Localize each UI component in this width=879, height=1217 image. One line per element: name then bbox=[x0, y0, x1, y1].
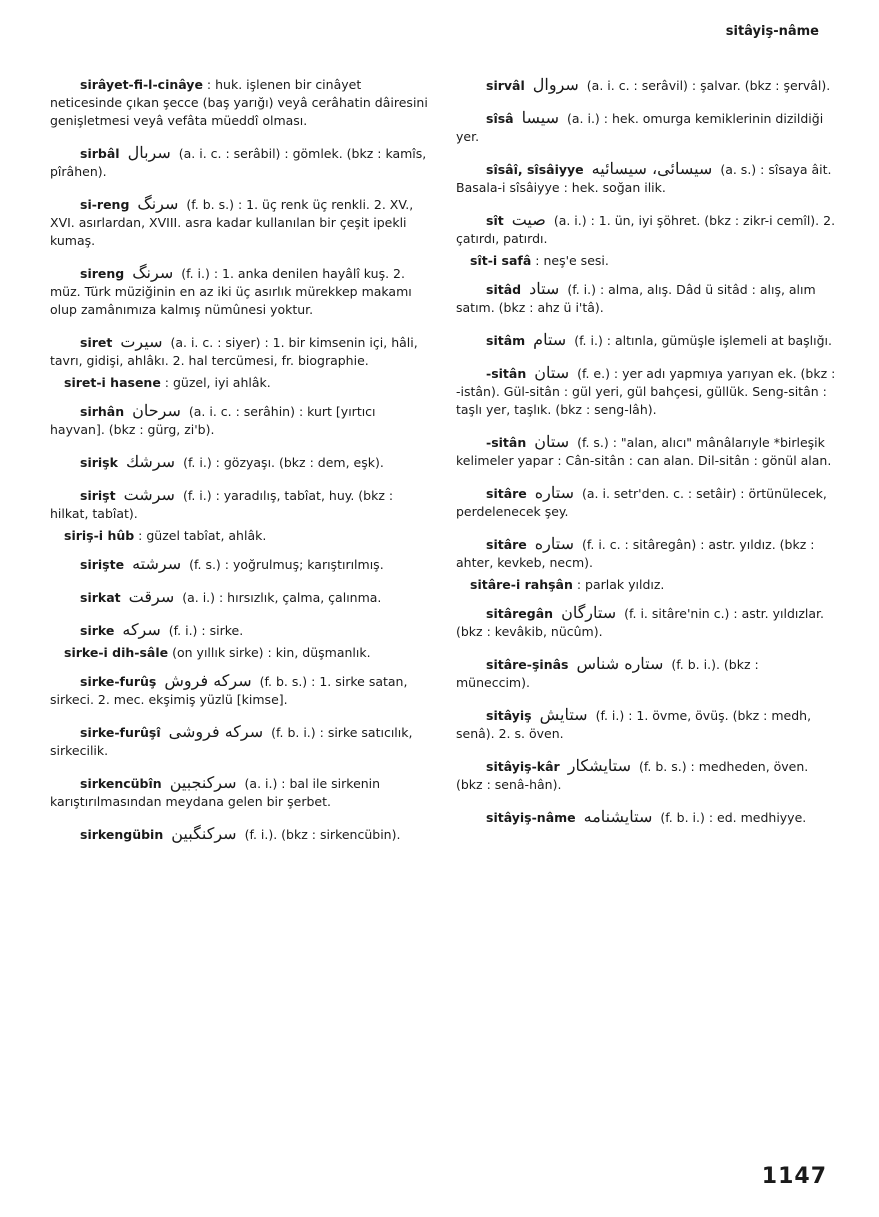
arabic-script: سرشته bbox=[132, 554, 182, 573]
definition: (a. i. c. : serâvil) : şalvar. (bkz : şervâl). bbox=[586, 78, 831, 93]
arabic-script: ستايش bbox=[539, 705, 588, 724]
definition: : neş'e sesi. bbox=[535, 253, 609, 268]
headword: sît bbox=[486, 213, 504, 228]
dictionary-entry bbox=[456, 757, 836, 794]
dictionary-entry bbox=[456, 109, 836, 146]
definition: (f. i. c. : sitâregân) : astr. yıldız. (bkz : ahter, kevkeb, necm). bbox=[456, 537, 815, 570]
headword: sirkencübîn bbox=[80, 776, 162, 791]
definition: : parlak yıldız. bbox=[576, 577, 665, 592]
arabic-script: سرنگ bbox=[137, 194, 179, 213]
sub-entry bbox=[50, 644, 430, 662]
headword: sirvâl bbox=[486, 78, 525, 93]
arabic-script: سركه فروشى bbox=[168, 722, 264, 741]
headword: sirkat bbox=[80, 590, 121, 605]
arabic-script: سرقت bbox=[128, 587, 175, 606]
dictionary-entry bbox=[456, 706, 836, 743]
right-column bbox=[456, 76, 836, 841]
headword: sitâre bbox=[486, 486, 527, 501]
dictionary-entry bbox=[456, 484, 836, 521]
headword: sireng bbox=[80, 266, 125, 281]
arabic-script: سيسائى، سيسائيه bbox=[591, 159, 713, 178]
headword: sirke bbox=[80, 623, 115, 638]
dictionary-entry bbox=[50, 588, 430, 607]
arabic-script: سرشت bbox=[123, 485, 175, 504]
definition: (f. i.) : 1. anka denilen hayâlî kuş. 2. müz. Türk müziğinin en az iki üç asırlık mürekkep makamı olup zamânımıza kalmış nümûnesi yoktur. bbox=[50, 266, 412, 317]
dictionary-entry bbox=[456, 655, 836, 692]
dictionary-entry bbox=[50, 144, 430, 181]
arabic-script: ستاره شناس bbox=[576, 654, 664, 673]
headword: sirbâl bbox=[80, 146, 120, 161]
dictionary-entry bbox=[456, 364, 836, 419]
dictionary-entry bbox=[50, 76, 430, 130]
definition: (f. b. s.) : 1. sirke satan, sirkeci. 2. mec. ekşimiş yüzlü [kimse]. bbox=[50, 674, 408, 707]
dictionary-entry bbox=[50, 486, 430, 523]
arabic-script: ستاره bbox=[534, 483, 574, 502]
headword: sitâregân bbox=[486, 606, 554, 621]
definition: (a. i. c. : siyer) : 1. bir kimsenin içi, hâli, tavrı, gidişi, ahlâkı. 2. hal tercümesi, fr. biographie. bbox=[50, 335, 418, 368]
definition: (f. s.) : yoğrulmuş; karıştırılmış. bbox=[189, 557, 384, 572]
definition: : huk. işlenen bir cinâyet neticesinde çıkan şecce (baş yarığı) veyâ cerâhatin dâiresini genişletmesi veyâ vefâta müeddî olması. bbox=[50, 77, 428, 128]
definition: (a. s.) : sîsaya âit. Basala-i sîsâiyye : hek. soğan ilik. bbox=[456, 162, 832, 195]
arabic-script: ستاره bbox=[534, 534, 574, 553]
headword: sirke-furûş bbox=[80, 674, 157, 689]
arabic-script: سرنگ bbox=[132, 263, 174, 282]
definition: (f. b. s.) : medheden, öven. (bkz : senâ-hân). bbox=[456, 759, 809, 792]
dictionary-entry bbox=[50, 723, 430, 760]
definition: (a. i. c. : serâbil) : gömlek. (bkz : kamîs, pîrâhen). bbox=[50, 146, 427, 179]
definition: (a. i.) : hek. omurga kemiklerinin dizildiği yer. bbox=[456, 111, 824, 144]
dictionary-entry bbox=[456, 535, 836, 572]
dictionary-entry bbox=[50, 264, 430, 319]
headword: sirke-furûşî bbox=[80, 725, 161, 740]
dictionary-entry bbox=[50, 774, 430, 811]
left-column bbox=[50, 76, 430, 858]
definition: (f. i.) : altınla, gümüşle işlemeli at başlığı. bbox=[574, 333, 832, 348]
headword: -sitân bbox=[486, 366, 527, 381]
headword: sîsâ bbox=[486, 111, 514, 126]
headword: sitâyiş bbox=[486, 708, 532, 723]
dictionary-entry bbox=[456, 211, 836, 248]
definition: (f. i.) : sirke. bbox=[168, 623, 244, 638]
arabic-script: سركه bbox=[122, 620, 161, 639]
headword: sitâre-i rahşân bbox=[470, 577, 573, 592]
definition: (f. s.) : "alan, alıcı" mânâlarıyle *birleşik kelimeler yapar : Cân-sitân : can alan. Dil-sitân : gönül alan. bbox=[456, 435, 832, 468]
definition: (a. i. setr'den. c. : setâir) : örtünülecek, perdelenecek şey. bbox=[456, 486, 827, 519]
dictionary-entry bbox=[50, 621, 430, 640]
dictionary-entry bbox=[456, 76, 836, 95]
definition: (f. b. i.) : ed. medhiyye. bbox=[660, 810, 807, 825]
dictionary-entry bbox=[50, 672, 430, 709]
dictionary-entry bbox=[456, 331, 836, 350]
arabic-script: سركه فروش bbox=[164, 671, 252, 690]
definition: (f. b. s.) : 1. üç renk üç renkli. 2. XV., XVI. asırlardan, XVIII. asra kadar kullanılan bir çeşit ipekli kumaş. bbox=[50, 197, 414, 248]
page-number: 1147 bbox=[761, 1164, 827, 1189]
headword: sirişk bbox=[80, 455, 118, 470]
definition: (a. i.) : hırsızlık, çalma, çalınma. bbox=[182, 590, 382, 605]
sub-entry bbox=[50, 374, 430, 392]
definition: (f. i.). (bkz : sirkencübin). bbox=[244, 827, 401, 842]
arabic-script: ستان bbox=[534, 432, 570, 451]
dictionary-entry bbox=[456, 604, 836, 641]
definition: (a. i. c. : serâhin) : kurt [yırtıcı hayvan]. (bkz : gürg, zi'b). bbox=[50, 404, 376, 437]
dictionary-entry bbox=[456, 280, 836, 317]
dictionary-entry bbox=[50, 402, 430, 439]
definition: (f. e.) : yer adı yapmıya yarıyan ek. (bkz : -istân). Gül-sitân : gül yeri, gül bahçesi, güllük. Seng-sitân : taşlı yer, taşlık. (bkz : seng-lâh). bbox=[456, 366, 836, 417]
headword: sîsâî, sîsâiyye bbox=[486, 162, 584, 177]
definition: (f. i.) : gözyaşı. (bkz : dem, eşk). bbox=[183, 455, 384, 470]
dictionary-entry bbox=[50, 333, 430, 370]
running-header: sitâyiş-nâme bbox=[725, 24, 819, 39]
sub-entry bbox=[50, 527, 430, 545]
definition: (f. b. i.) : sirke satıcılık, sirkecilik. bbox=[50, 725, 413, 758]
headword: sirkengübin bbox=[80, 827, 164, 842]
arabic-script: سربال bbox=[127, 143, 171, 162]
definition: (f. i.) : alma, alış. Dâd ü sitâd : alış, alım satım. (bkz : ahz ü i'tâ). bbox=[456, 282, 816, 315]
definition: (f. i.) : 1. övme, övüş. (bkz : medh, senâ). 2. s. öven. bbox=[456, 708, 812, 741]
headword: sît-i safâ bbox=[470, 253, 532, 268]
headword: sirhân bbox=[80, 404, 125, 419]
arabic-script: ستايشنامه bbox=[583, 807, 653, 826]
dictionary-entry bbox=[50, 453, 430, 472]
headword: siret bbox=[80, 335, 113, 350]
headword: siriş-i hûb bbox=[64, 528, 135, 543]
arabic-script: ستاد bbox=[529, 279, 560, 298]
dictionary-entry bbox=[456, 160, 836, 197]
headword: siret-i hasene bbox=[64, 375, 161, 390]
definition: (a. i.) : bal ile sirkenin karıştırılmasından meydana gelen bir şerbet. bbox=[50, 776, 381, 809]
arabic-script: ستان bbox=[534, 363, 570, 382]
dictionary-entry bbox=[50, 555, 430, 574]
headword: sitâre bbox=[486, 537, 527, 552]
sub-entry bbox=[456, 576, 836, 594]
arabic-script: سيسا bbox=[521, 108, 559, 127]
definition: (f. b. i.). (bkz : müneccim). bbox=[456, 657, 759, 690]
arabic-script: ستايشكار bbox=[567, 756, 632, 775]
headword: sirke-i dih-sâle bbox=[64, 645, 169, 660]
headword: sirişte bbox=[80, 557, 125, 572]
headword: sitâm bbox=[486, 333, 526, 348]
definition: : güzel tabîat, ahlâk. bbox=[138, 528, 267, 543]
arabic-script: سركنجبين bbox=[169, 773, 237, 792]
arabic-script: ستام bbox=[533, 330, 567, 349]
arabic-script: سيرت bbox=[120, 332, 163, 351]
dictionary-entry bbox=[50, 195, 430, 250]
definition: (a. i.) : 1. ün, iyi şöhret. (bkz : zikr-i cemîl). 2. çatırdı, patırdı. bbox=[456, 213, 836, 246]
arabic-script: سروال bbox=[532, 75, 579, 94]
sub-entry bbox=[456, 252, 836, 270]
definition: (on yıllık sirke) : kin, düşmanlık. bbox=[172, 645, 371, 660]
definition: (f. i. sitâre'nin c.) : astr. yıldızlar. (bkz : kevâkib, nücûm). bbox=[456, 606, 825, 639]
arabic-script: سرشك bbox=[125, 452, 176, 471]
headword: -sitân bbox=[486, 435, 527, 450]
headword: sitâre-şinâs bbox=[486, 657, 569, 672]
headword: sirişt bbox=[80, 488, 116, 503]
arabic-script: ستارگان bbox=[561, 603, 617, 622]
headword: sitâyiş-nâme bbox=[486, 810, 576, 825]
definition: (f. i.) : yaradılış, tabîat, huy. (bkz : hilkat, tabîat). bbox=[50, 488, 394, 521]
dictionary-entry bbox=[456, 808, 836, 827]
headword: sitâyiş-kâr bbox=[486, 759, 560, 774]
headword: sirâyet-fi-l-cinâye bbox=[80, 77, 203, 92]
arabic-script: سرحان bbox=[132, 401, 181, 420]
dictionary-entry bbox=[50, 825, 430, 844]
definition: : güzel, iyi ahlâk. bbox=[164, 375, 271, 390]
headword: si-reng bbox=[80, 197, 130, 212]
headword: sitâd bbox=[486, 282, 522, 297]
arabic-script: صيت bbox=[511, 210, 546, 229]
arabic-script: سركنگبين bbox=[171, 824, 237, 843]
dictionary-entry bbox=[456, 433, 836, 470]
